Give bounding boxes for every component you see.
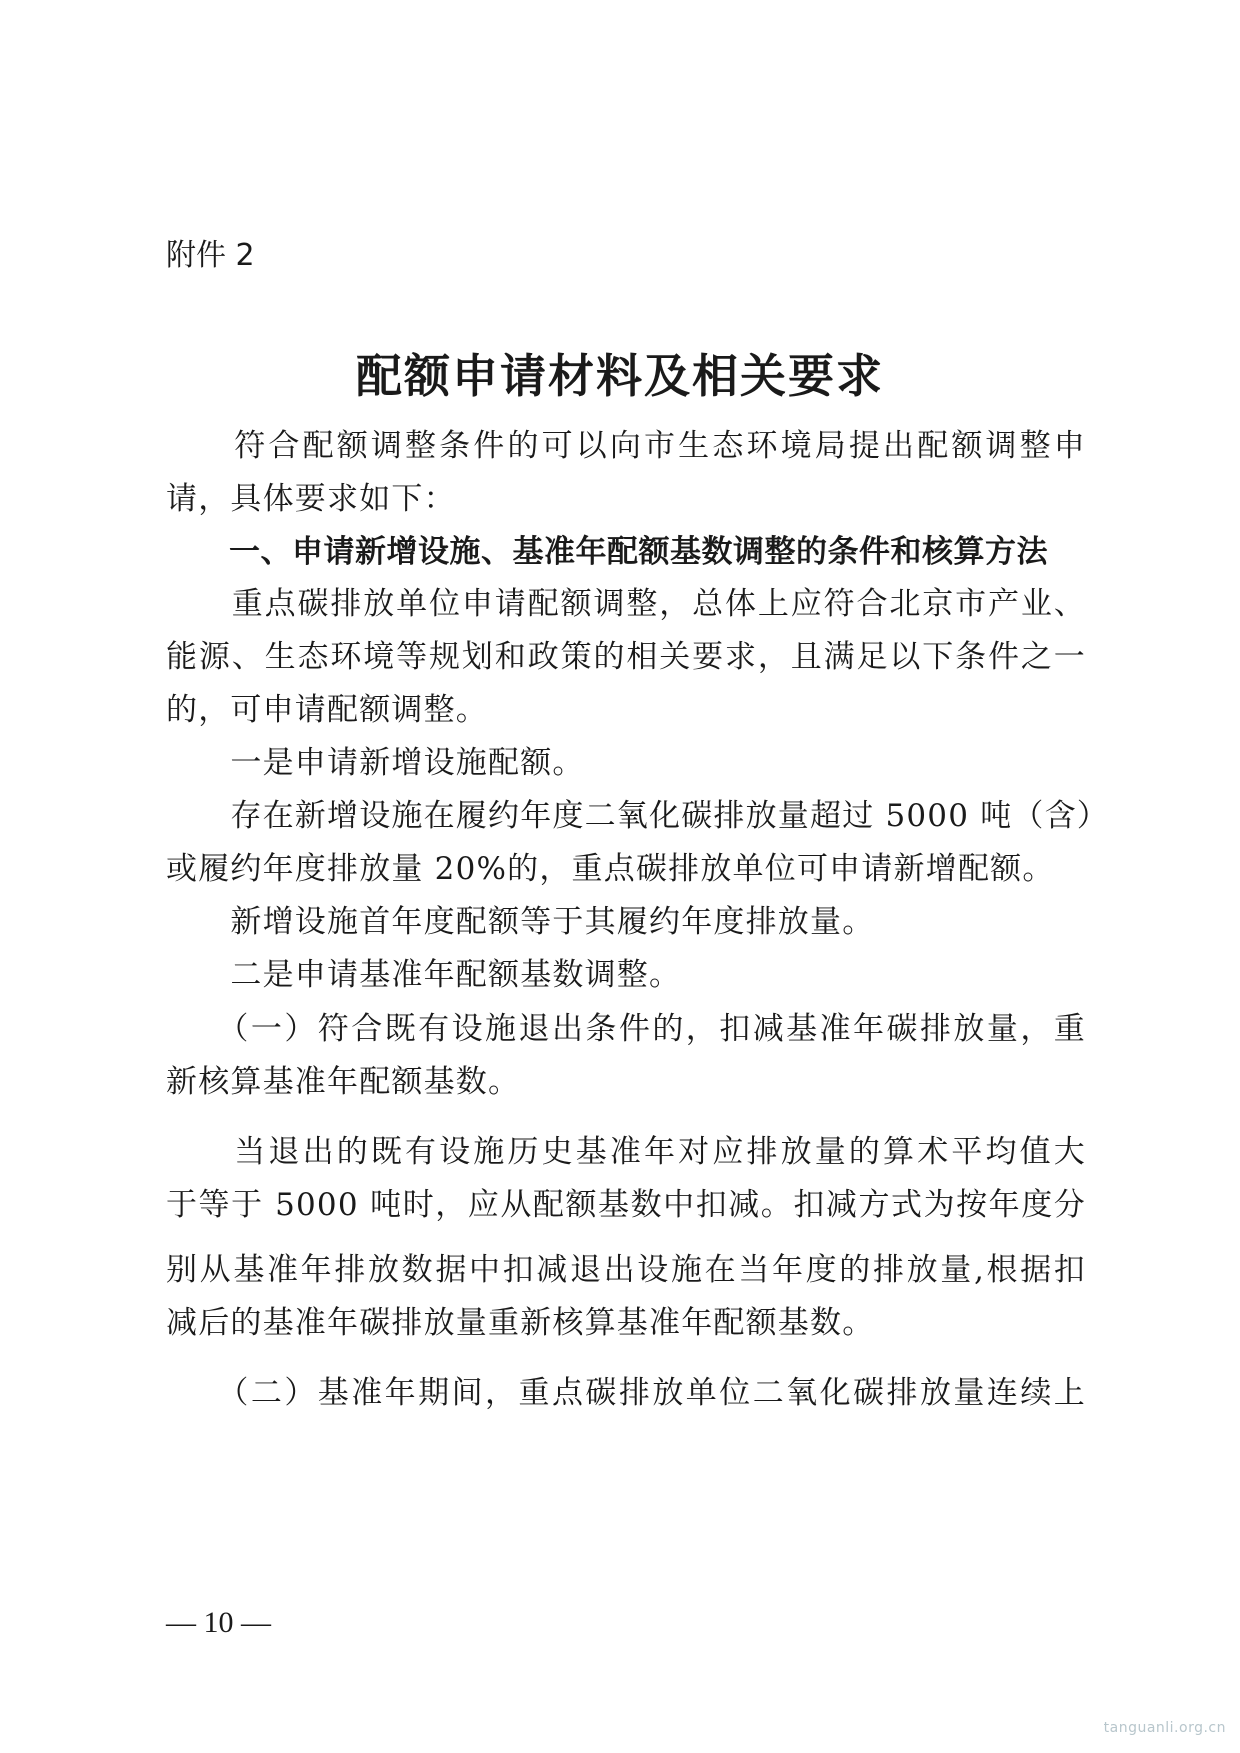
paragraph-line: 重点碳排放单位申请配额调整，总体上应符合北京市产业、 (166, 586, 1086, 622)
paragraph-line: 别从基准年排放数据中扣减退出设施在当年度的排放量,根据扣 (166, 1252, 1086, 1288)
paragraph-line: 的，可申请配额调整。 (166, 692, 488, 728)
document-title: 配额申请材料及相关要求 (356, 349, 884, 403)
paragraph-line: 符合配额调整条件的可以向市生态环境局提出配额调整申 (166, 428, 1086, 464)
paragraph-line: 新增设施首年度配额等于其履约年度排放量。 (166, 904, 875, 940)
paragraph-line: 新核算基准年配额基数。 (166, 1064, 521, 1100)
paragraph-line: （二）基准年期间，重点碳排放单位二氧化碳排放量连续上 (166, 1375, 1086, 1411)
paragraph-line: 当退出的既有设施历史基准年对应排放量的算术平均值大 (166, 1134, 1086, 1170)
paragraph-line: 二是申请基准年配额基数调整。 (166, 957, 682, 993)
paragraph-line: 请，具体要求如下： (166, 481, 456, 517)
annex-label: 附件 2 (166, 238, 255, 273)
paragraph-line: 于等于 5000 吨时，应从配额基数中扣减。扣减方式为按年度分 (166, 1187, 1086, 1223)
paragraph-line: 能源、生态环境等规划和政策的相关要求，且满足以下条件之一 (166, 639, 1086, 675)
watermark: tanguanli.org.cn (1103, 1720, 1226, 1736)
page-number: — 10 — (166, 1606, 271, 1639)
paragraph-line: 存在新增设施在履约年度二氧化碳排放量超过 5000 吨（含） (166, 798, 1109, 834)
paragraph-line: （一）符合既有设施退出条件的，扣减基准年碳排放量，重 (166, 1011, 1086, 1047)
paragraph-line: 减后的基准年碳排放量重新核算基准年配额基数。 (166, 1305, 875, 1341)
paragraph-line: 或履约年度排放量 20%的，重点碳排放单位可申请新增配额。 (166, 851, 1055, 887)
section-heading: 一、申请新增设施、基准年配额基数调整的条件和核算方法 (166, 534, 1048, 570)
paragraph-line: 一是申请新增设施配额。 (166, 745, 585, 781)
